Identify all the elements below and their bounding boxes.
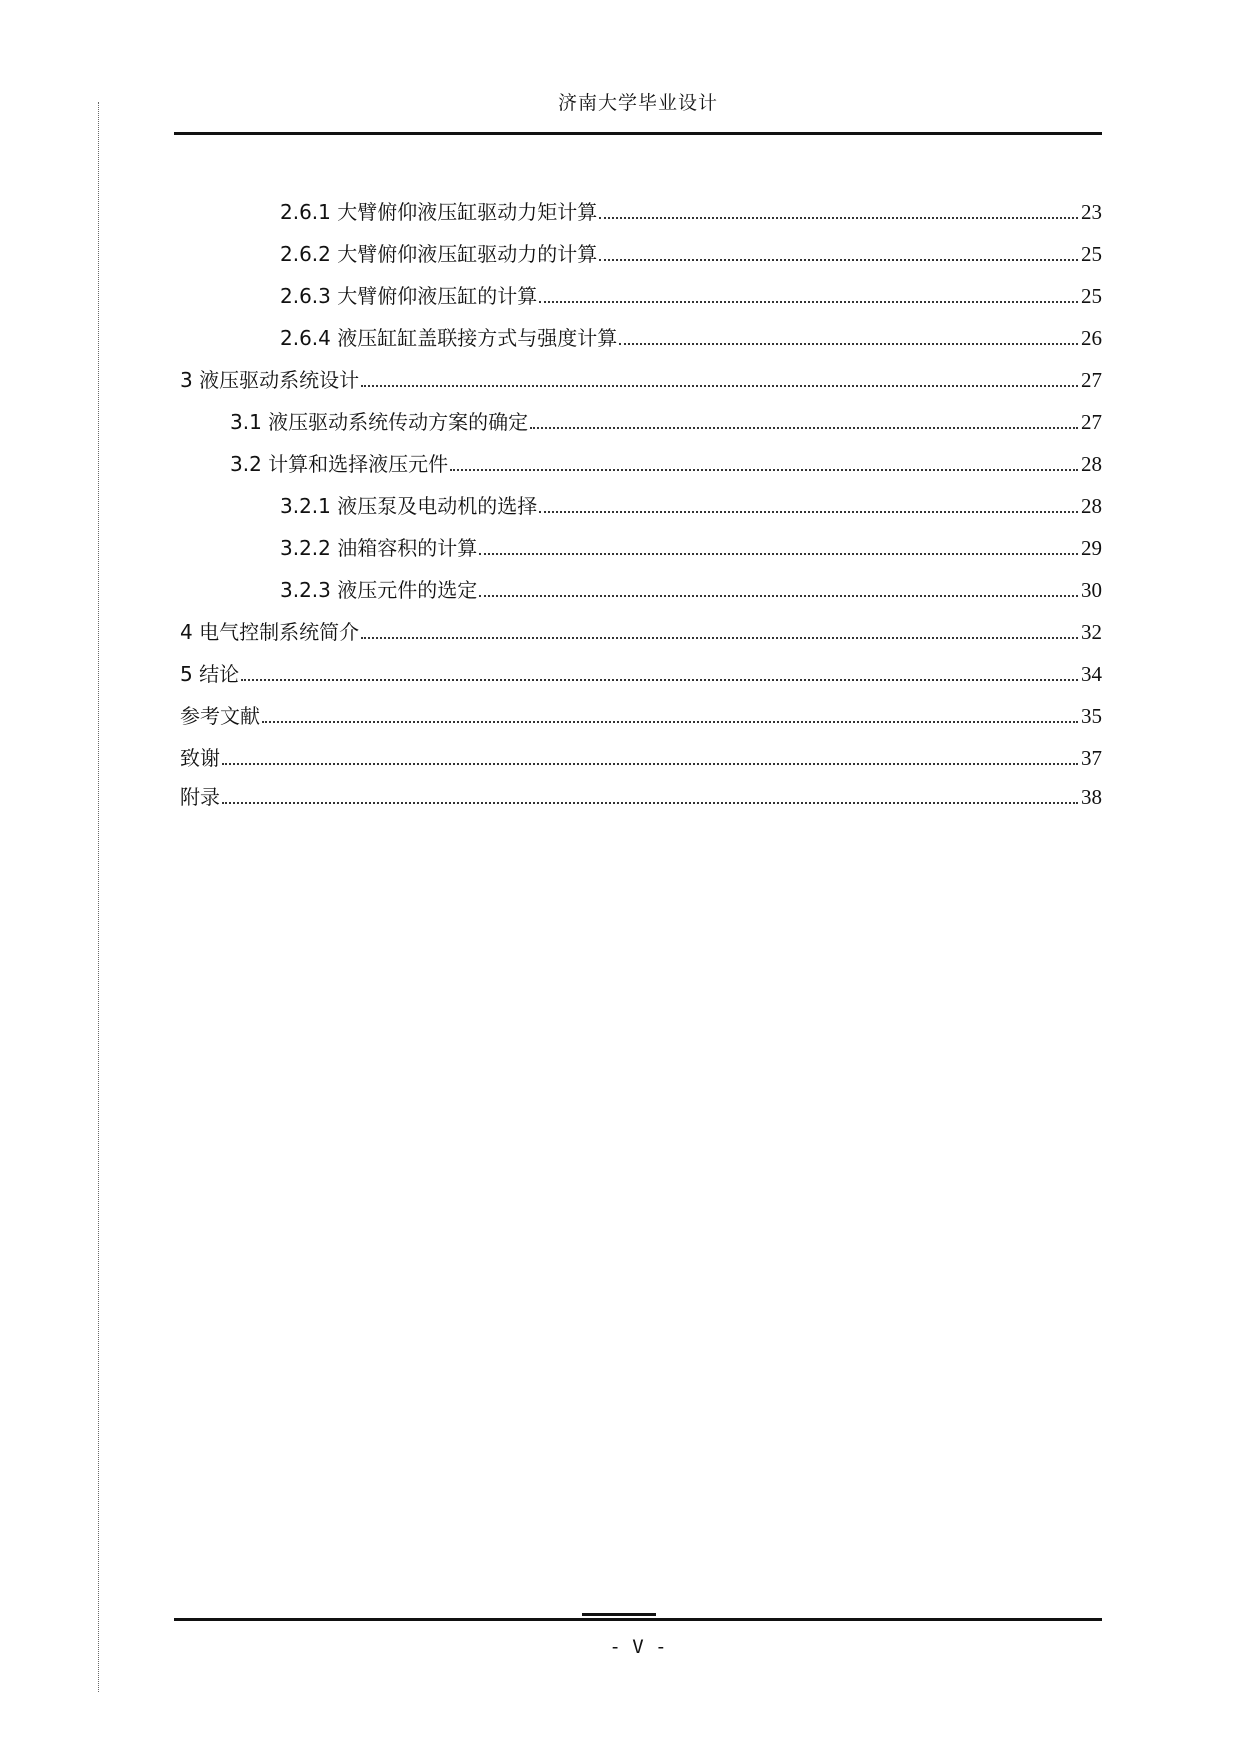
toc-entry-label: 5 结论 [180, 662, 240, 686]
toc-entry [180, 574, 1102, 616]
page-header-title: 济南大学毕业设计 [557, 92, 718, 114]
toc-leader-dots [539, 300, 1078, 303]
toc-entry-label: 3.2.2 油箱容积的计算 [280, 536, 478, 560]
toc-leader-dots [241, 678, 1078, 681]
header-divider [174, 132, 1102, 135]
toc-leader-dots [530, 426, 1078, 429]
toc-entry-label: 3.2.1 液压泵及电动机的选择 [280, 494, 538, 518]
toc-leader-dots [361, 636, 1078, 639]
footer-divider [174, 1618, 1102, 1621]
toc-entry [180, 238, 1102, 280]
toc-entry-label: 附录 [180, 785, 220, 809]
toc-entry [180, 448, 1102, 490]
toc-entry [180, 616, 1102, 658]
toc-entry-page: 27 [1081, 410, 1102, 434]
toc-entry-label: 3.2.3 液压元件的选定 [280, 578, 478, 602]
toc-entry-page: 25 [1081, 284, 1102, 308]
toc-entry-label: 2.6.3 大臂俯仰液压缸的计算 [280, 284, 538, 308]
toc-leader-dots [599, 216, 1078, 219]
toc-entry-label: 4 电气控制系统简介 [180, 620, 360, 644]
toc-leader-dots [222, 762, 1078, 765]
toc-entry-page: 29 [1081, 536, 1102, 560]
toc-entry-label: 2.6.1 大臂俯仰液压缸驱动力矩计算 [280, 200, 598, 224]
toc-leader-dots [479, 552, 1078, 555]
toc-entry [180, 196, 1102, 238]
toc-entry [180, 490, 1102, 532]
toc-leader-dots [222, 801, 1078, 804]
toc-entry [180, 781, 1102, 820]
toc-entry [180, 280, 1102, 322]
toc-leader-dots [361, 384, 1078, 387]
toc-entry-page: 35 [1081, 704, 1102, 728]
toc-leader-dots [479, 594, 1078, 597]
page-number: - V - [609, 1636, 667, 1658]
binding-margin-line [98, 102, 99, 1692]
toc-entry-label: 3.2 计算和选择液压元件 [230, 452, 449, 476]
toc-leader-dots [262, 720, 1078, 723]
toc-entry-page: 26 [1081, 326, 1102, 350]
toc-entry-label: 2.6.2 大臂俯仰液压缸驱动力的计算 [280, 242, 598, 266]
table-of-contents [180, 196, 1102, 820]
toc-entry-page: 27 [1081, 368, 1102, 392]
toc-entry-page: 23 [1081, 200, 1102, 224]
toc-entry-page: 28 [1081, 494, 1102, 518]
toc-entry-page: 28 [1081, 452, 1102, 476]
toc-entry-page: 30 [1081, 578, 1102, 602]
toc-entry-page: 34 [1081, 662, 1102, 686]
toc-entry-label: 致谢 [180, 746, 220, 770]
toc-entry [180, 364, 1102, 406]
toc-entry [180, 700, 1102, 742]
toc-entry-page: 38 [1081, 785, 1102, 809]
toc-entry [180, 406, 1102, 448]
toc-entry-label: 参考文献 [180, 704, 260, 728]
toc-leader-dots [450, 468, 1078, 471]
toc-leader-dots [539, 510, 1078, 513]
footer-accent-bar [582, 1613, 656, 1616]
toc-entry [180, 658, 1102, 700]
toc-entry-page: 32 [1081, 620, 1102, 644]
toc-entry [180, 532, 1102, 574]
toc-entry-label: 2.6.4 液压缸缸盖联接方式与强度计算 [280, 326, 618, 350]
toc-entry [180, 322, 1102, 364]
toc-entry [180, 742, 1102, 781]
toc-entry-page: 37 [1081, 746, 1102, 770]
toc-entry-page: 25 [1081, 242, 1102, 266]
toc-entry-label: 3 液压驱动系统设计 [180, 368, 360, 392]
toc-leader-dots [599, 258, 1078, 261]
toc-leader-dots [619, 342, 1078, 345]
toc-entry-label: 3.1 液压驱动系统传动方案的确定 [230, 410, 529, 434]
